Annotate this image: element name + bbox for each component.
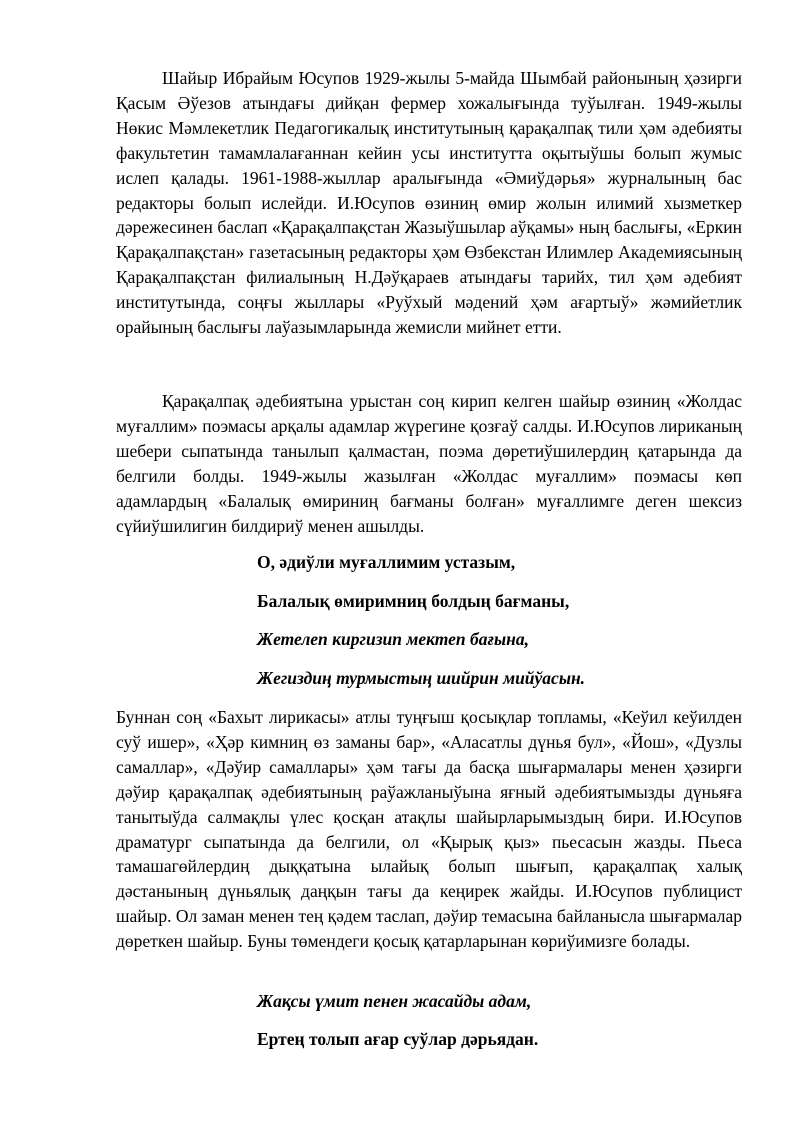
- verse-line-3: Жетелеп киргизип мектеп бағына,: [257, 629, 529, 649]
- paragraph-works: Буннан соң «Бахыт лирикасы» атлы туңғыш қосықлар топламы, «Кеўил кеўилден суў ишер», «Ҳәр кимниң өз заманы бар», «Аласатлы дүнья бул», «Йош», «Дузлы самаллар», «Дәўир самаллары» ҳәм тағы да басқа шығармалары менен ҳәзирги дәўир қарақалпақ әдебиятының раўажланыўына яғный әдебиятымызды дүньяға танытыўда салмақлы үлес қосқан атақлы шайырларымыздың бири. И.Юсупов драматург сыпатында да белгили, ол «Қырық қыз» пьесасын жазды. Пьеса тамашагөйлердиң дыққатына ылайық болып шығып, қарақалпақ халық дәстанының дүньялық даңқын тағы да кеңирек жайды. И.Юсупов публицист шайыр. Ол заман менен тең қәдем таслап, дәўир темасына байланысла шығармалар дөреткен шайыр. Буны төмендеги қосық қатарларынан көриўимизге болады.: [116, 707, 742, 952]
- verse-line-2: Балалық өмиримниң болдың бағманы,: [257, 591, 570, 611]
- verse-line-1: О, әдиўли муғаллимим устазым,: [257, 552, 516, 572]
- verse-line-6: Ертең толып ағар суўлар дәрьядан.: [257, 1029, 539, 1049]
- verse-line-5: Жақсы үмит пенен жасайды адам,: [257, 991, 532, 1011]
- paragraph-biography: Шайыр Ибрайым Юсупов 1929-жылы 5-майда Шымбай районының ҳәзирги Қасым Әўезов атындағы дийқан фермер хожалығында туўылған. 1949-жылы Нөкис Мәмлекетлик Педагогикалық институтының қарақалпақ тили ҳәм әдебияты факультетин тамамлалағаннан кейин усы институтта оқытыўшы болып жумыс ислеп қалады. 1961-1988-жыллар аралығында «Әмиўдәрья» журналының бас редакторы болып ислейди. И.Юсупов өзиниң өмир жолын илимий хызметкер дәрежесинен баслап «Қарақалпақстан Жазыўшылар аўқамы» ның баслығы, «Еркин Қарақалпақстан» газетасының редакторы ҳәм Өзбекстан Илимлер Академиясының Қарақалпақстан филиалының Н.Дәўқараев атындағы тарийх, тил ҳәм әдебият институтында, соңғы жыллары «Руўхый мәдений ҳәм ағартыў» жәмийетлик орайының баслығы лаўазымларында жемисли мийнет етти.: [116, 68, 742, 338]
- verse-line-4: Жегиздиң турмыстың шийрин мийўасын.: [257, 668, 586, 688]
- paragraph-poem-intro: Қарақалпақ әдебиятына урыстан соң кирип келген шайыр өзиниң «Жолдас муғаллим» поэмасы арқалы адамлар жүрегине қозғаў салды. И.Юсупов лириканың шебери сыпатында танылып қалмастан, поэма дөретиўшилердиң қатарында да белгили болды. 1949-жылы жазылған «Жолдас муғаллим» поэмасы көп адамлардың «Балалық өмириниң бағманы болған» муғаллимге деген шексиз сүйиўшилигин билдириў менен ашылды.: [116, 391, 742, 536]
